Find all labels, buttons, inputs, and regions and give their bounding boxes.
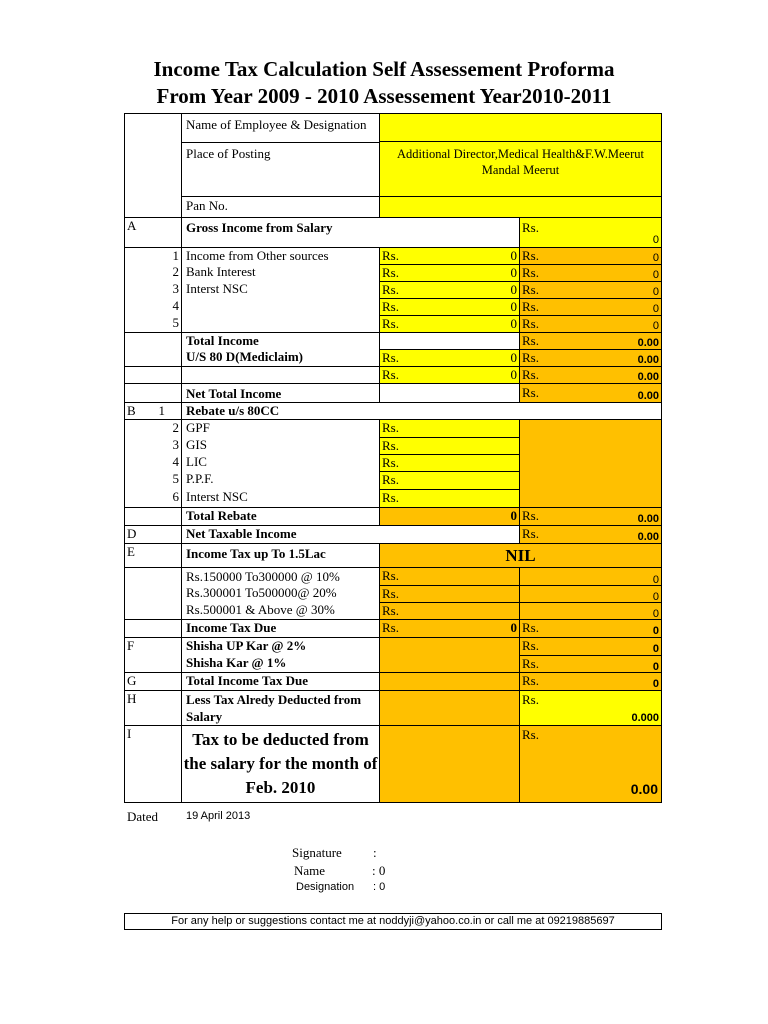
income-tax-due-amount: 0: [510, 620, 517, 635]
pan-field[interactable]: [379, 196, 661, 217]
rebate-item-label: LIC: [181, 454, 379, 471]
other-income-amount[interactable]: 0: [510, 299, 517, 314]
other-income-amount[interactable]: 0: [510, 282, 517, 297]
tax-proforma-sheet: [124, 113, 662, 803]
currency-label: Rs.: [382, 350, 399, 365]
currency-label: Rs.: [522, 620, 539, 635]
row-number: 4: [172, 298, 179, 313]
mediclaim-label: U/S 80 D(Mediclaim): [181, 349, 379, 366]
shisha-kar-label: Shisha Kar @ 1%: [181, 655, 379, 672]
total-income-tax-due-value: 0: [652, 678, 659, 690]
row-number: 3: [172, 437, 179, 452]
currency-label: Rs.: [522, 508, 539, 523]
currency-label: Rs.: [522, 385, 539, 400]
row-number: 1: [145, 402, 181, 419]
section-i-letter: I: [125, 725, 181, 802]
currency-label: Rs.: [382, 568, 399, 583]
currency-label: Rs.: [382, 420, 399, 435]
other-income-label: Interst NSC: [181, 281, 379, 298]
deduction-amount[interactable]: 0: [510, 367, 517, 382]
rebate-item-label: Interst NSC: [181, 489, 379, 507]
tax-to-deduct-label: Tax to be deducted from the salary for the month of Feb. 2010: [181, 725, 379, 802]
income-tax-basic-value: NIL: [379, 543, 661, 567]
signee-name-value: : 0: [372, 863, 386, 878]
total-rebate-amount: 0: [510, 508, 517, 523]
currency-label: Rs.: [382, 472, 399, 487]
currency-label: Rs.: [382, 299, 399, 314]
rebate-summary-block: [519, 419, 661, 507]
currency-label: Rs.: [522, 526, 539, 541]
row-number: 5: [172, 471, 179, 486]
currency-label: Rs.: [382, 490, 399, 505]
section-e-letter: E: [125, 543, 181, 567]
form-title-line2: From Year 2009 - 2010 Assessement Year2010-2011: [156, 84, 612, 108]
shisha-kar-value: 0: [652, 661, 659, 672]
currency-label: Rs.: [382, 367, 399, 382]
row-number: 5: [172, 315, 179, 330]
other-income-total: 0: [652, 303, 659, 315]
other-income-amount[interactable]: 0: [510, 316, 517, 331]
pan-label: Pan No.: [181, 196, 379, 217]
section-a-letter: A: [125, 217, 181, 247]
currency-label: Rs.: [522, 673, 539, 688]
tax-slab-label: Rs.300001 To500000@ 20%: [181, 585, 379, 602]
signature-value: :: [373, 845, 377, 860]
section-g-letter: G: [125, 672, 181, 690]
row-number: 4: [172, 454, 179, 469]
rebate-item-label: P.P.F.: [181, 471, 379, 489]
tax-slab-value: 0: [652, 574, 659, 585]
currency-label: Rs.: [522, 316, 539, 331]
tax-slab-label: Rs.500001 & Above @ 30%: [181, 602, 379, 619]
net-total-income-value: 0.00: [637, 390, 659, 402]
total-rebate-value: 0.00: [637, 513, 659, 525]
row-number: 2: [172, 264, 179, 279]
currency-label: Rs.: [522, 265, 539, 280]
currency-label: Rs.: [382, 586, 399, 601]
shisha-up-kar-value: 0: [652, 643, 659, 655]
other-income-label: Income from Other sources: [181, 247, 379, 264]
currency-label: Rs.: [522, 367, 539, 382]
section-b-letter: B: [125, 402, 145, 419]
currency-label: Rs.: [522, 692, 539, 707]
deduction-total: 0.00: [637, 371, 659, 383]
currency-label: Rs.: [382, 455, 399, 470]
shisha-up-kar-label: Shisha UP Kar @ 2%: [181, 637, 379, 655]
other-income-amount[interactable]: 0: [510, 248, 517, 263]
income-tax-due-value: 0: [652, 625, 659, 637]
other-income-total: 0: [652, 320, 659, 332]
currency-label: Rs.: [522, 299, 539, 314]
posting-label: Place of Posting: [181, 142, 379, 196]
other-income-total: 0: [652, 269, 659, 281]
tax-slab-value: 0: [652, 608, 659, 619]
designation-label: Designation: [296, 881, 355, 893]
currency-label: Rs.: [382, 265, 399, 280]
total-income-value: 0.00: [637, 337, 659, 349]
other-income-label: [181, 298, 379, 315]
form-title-line1: Income Tax Calculation Self Assessement Proforma: [153, 57, 615, 81]
signee-name-label: Name: [294, 863, 326, 878]
total-income-tax-due-label: Total Income Tax Due: [181, 672, 379, 690]
tax-slab-label: Rs.150000 To300000 @ 10%: [181, 567, 379, 585]
dated-label: Dated: [127, 809, 159, 824]
gross-income-label: Gross Income from Salary: [181, 217, 519, 247]
other-income-label: Bank Interest: [181, 264, 379, 281]
row-number: 3: [172, 281, 179, 296]
rebate-80cc-label: Rebate u/s 80CC: [181, 402, 661, 419]
total-income-label: Total Income: [181, 332, 379, 349]
gross-income-cell: [519, 217, 661, 247]
income-tax-due-label: Income Tax Due: [181, 619, 379, 637]
mediclaim-amount[interactable]: 0: [510, 350, 517, 365]
currency-label: Rs.: [522, 248, 539, 263]
mediclaim-total: 0.00: [637, 354, 659, 366]
net-total-income-label: Net Total Income: [181, 383, 379, 402]
currency-label: Rs.: [382, 438, 399, 453]
row-number: 1: [125, 247, 181, 264]
tax-to-deduct-value: 0.00: [630, 781, 658, 797]
net-taxable-income-label: Net Taxable Income: [181, 525, 519, 543]
total-rebate-label: Total Rebate: [181, 507, 379, 525]
other-income-total: 0: [652, 252, 659, 264]
rebate-item-label: GIS: [181, 437, 379, 454]
signature-label: Signature: [292, 845, 342, 860]
tax-already-deducted-value[interactable]: 0.000: [631, 712, 659, 724]
currency-label: Rs.: [522, 638, 539, 653]
net-taxable-income-value: 0.00: [637, 531, 659, 543]
tax-already-deducted-label: Less Tax Alredy Deducted from Salary: [181, 690, 379, 725]
employee-name-label: Name of Employee & Designation: [181, 114, 379, 142]
other-income-total: 0: [652, 286, 659, 298]
currency-label: Rs.: [522, 282, 539, 297]
income-tax-basic-label: Income Tax up To 1.5Lac: [181, 543, 379, 567]
other-income-label: [181, 315, 379, 332]
currency-label: Rs.: [382, 620, 399, 635]
currency-label: Rs.: [522, 350, 539, 365]
section-h-letter: H: [125, 690, 181, 725]
row-number: 6: [172, 489, 179, 504]
currency-label: Rs.: [522, 220, 539, 235]
currency-label: Rs.: [522, 727, 539, 742]
designation-value: : 0: [373, 881, 386, 893]
currency-label: Rs.: [382, 603, 399, 618]
dated-value: 19 April 2013: [186, 810, 251, 822]
posting-field[interactable]: Additional Director,Medical Health&F.W.Meerut Mandal Meerut: [379, 142, 661, 196]
currency-label: Rs.: [382, 248, 399, 263]
currency-label: Rs.: [522, 656, 539, 671]
currency-label: Rs.: [522, 333, 539, 348]
footer-contact: For any help or suggestions contact me at noddyji@yahoo.co.in or call me at 09219885697: [124, 913, 662, 930]
currency-label: Rs.: [382, 316, 399, 331]
section-d-letter: D: [125, 525, 181, 543]
section-f-letter: F: [125, 637, 181, 672]
gross-income-value: 0: [652, 234, 659, 246]
currency-label: Rs.: [382, 282, 399, 297]
other-income-amount[interactable]: 0: [510, 265, 517, 280]
employee-name-field[interactable]: [379, 114, 661, 142]
rebate-item-label: GPF: [181, 419, 379, 437]
tax-slab-value: 0: [652, 591, 659, 602]
row-number: 2: [125, 419, 181, 437]
